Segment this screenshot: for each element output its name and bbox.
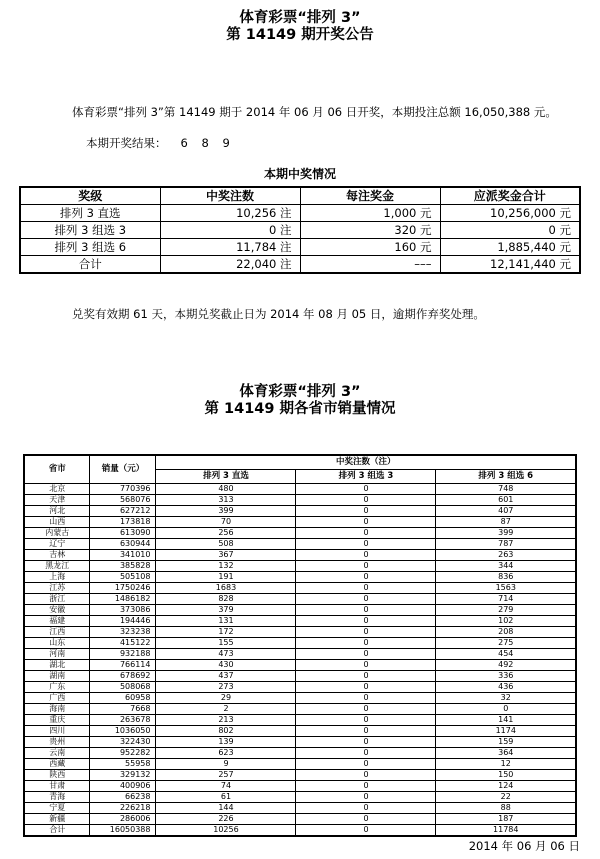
table-row xyxy=(24,660,576,671)
sales-table xyxy=(23,454,577,837)
table-cell: 187 xyxy=(436,814,576,825)
table-cell: 22,040 注 xyxy=(160,256,300,274)
table-cell: 1486182 xyxy=(90,594,156,605)
table-cell: 0 xyxy=(296,671,436,682)
table-row xyxy=(24,594,576,605)
table-cell: 0 xyxy=(296,616,436,627)
table-cell: 排列 3 直选 xyxy=(20,205,160,222)
table-row xyxy=(24,484,576,495)
table-cell: 787 xyxy=(436,539,576,550)
prize-table-header-winning-bets: 中奖注数 xyxy=(160,187,300,205)
table-cell: 甘肃 xyxy=(24,781,90,792)
table-row xyxy=(24,759,576,770)
table-cell: 0 xyxy=(296,682,436,693)
table-cell: 四川 xyxy=(24,726,90,737)
table-cell: 1174 xyxy=(436,726,576,737)
table-cell: 32 xyxy=(436,693,576,704)
table-cell: ––– xyxy=(300,256,440,274)
table-cell: 0 xyxy=(296,506,436,517)
table-cell: 430 xyxy=(156,660,296,671)
table-cell: 合计 xyxy=(24,825,90,837)
table-cell: 601 xyxy=(436,495,576,506)
table-cell: 0 xyxy=(296,737,436,748)
table-cell: 广东 xyxy=(24,682,90,693)
table-cell: 191 xyxy=(156,572,296,583)
table-cell: 上海 xyxy=(24,572,90,583)
table-cell: 141 xyxy=(436,715,576,726)
table-cell: 505108 xyxy=(90,572,156,583)
table-cell: 415122 xyxy=(90,638,156,649)
table-cell: 279 xyxy=(436,605,576,616)
table-cell: 湖南 xyxy=(24,671,90,682)
table-cell: 226 xyxy=(156,814,296,825)
table-cell: 1750246 xyxy=(90,583,156,594)
table-cell: 74 xyxy=(156,781,296,792)
prize-table-header-row xyxy=(20,187,580,205)
table-cell: 11784 xyxy=(436,825,576,837)
table-cell: 河南 xyxy=(24,649,90,660)
table-cell: 407 xyxy=(436,506,576,517)
table-cell: 天津 xyxy=(24,495,90,506)
table-cell: 0 xyxy=(296,627,436,638)
table-cell: 336 xyxy=(436,671,576,682)
table-cell: 0 xyxy=(296,693,436,704)
table-cell: 678692 xyxy=(90,671,156,682)
table-row xyxy=(24,814,576,825)
table-cell: 1,000 元 xyxy=(300,205,440,222)
table-cell: 263678 xyxy=(90,715,156,726)
table-row xyxy=(24,528,576,539)
table-cell: 748 xyxy=(436,484,576,495)
sales-table-header-winning-bets: 中奖注数（注） xyxy=(156,455,576,470)
table-cell: 云南 xyxy=(24,748,90,759)
table-cell: 1563 xyxy=(436,583,576,594)
sales-table-header-province: 省市 xyxy=(24,455,90,484)
table-row xyxy=(24,737,576,748)
table-cell: 1036050 xyxy=(90,726,156,737)
table-cell: 山东 xyxy=(24,638,90,649)
table-cell: 0 xyxy=(436,704,576,715)
table-row xyxy=(24,572,576,583)
table-cell: 55958 xyxy=(90,759,156,770)
table-cell: 辽宁 xyxy=(24,539,90,550)
table-cell: 1,885,440 元 xyxy=(440,239,580,256)
table-cell: 364 xyxy=(436,748,576,759)
table-cell: 江苏 xyxy=(24,583,90,594)
draw-intro-text: 体育彩票“排列 3”第 14149 期于 2014 年 06 月 06 日开奖，本期投注总额 16,050,388 元。 xyxy=(72,105,557,119)
table-cell: 454 xyxy=(436,649,576,660)
table-cell: 0 xyxy=(296,825,436,837)
table-cell: 0 元 xyxy=(440,222,580,239)
table-cell: 322430 xyxy=(90,737,156,748)
table-cell: 浙江 xyxy=(24,594,90,605)
table-cell: 新疆 xyxy=(24,814,90,825)
table-cell: 0 xyxy=(296,605,436,616)
table-cell: 黑龙江 xyxy=(24,561,90,572)
draw-result-label: 本期开奖结果： xyxy=(86,136,167,150)
table-cell: 7668 xyxy=(90,704,156,715)
table-cell: 重庆 xyxy=(24,715,90,726)
announcement-title xyxy=(0,0,600,44)
table-cell: 932188 xyxy=(90,649,156,660)
table-cell: 29 xyxy=(156,693,296,704)
sales-title-line1: 体育彩票“排列 3” xyxy=(239,384,361,400)
table-cell: 70 xyxy=(156,517,296,528)
table-cell: 1683 xyxy=(156,583,296,594)
table-cell: 329132 xyxy=(90,770,156,781)
table-cell: 172 xyxy=(156,627,296,638)
table-cell: 青海 xyxy=(24,792,90,803)
table-cell: 湖北 xyxy=(24,660,90,671)
table-cell: 江西 xyxy=(24,627,90,638)
table-cell: 海南 xyxy=(24,704,90,715)
table-cell: 155 xyxy=(156,638,296,649)
sales-title xyxy=(0,384,600,418)
table-cell: 0 xyxy=(296,495,436,506)
table-row xyxy=(24,781,576,792)
table-cell: 宁夏 xyxy=(24,803,90,814)
table-row xyxy=(24,506,576,517)
table-cell: 263 xyxy=(436,550,576,561)
table-cell: 159 xyxy=(436,737,576,748)
sales-table-subheader-group3: 排列 3 组选 3 xyxy=(296,470,436,484)
table-cell: 9 xyxy=(156,759,296,770)
table-cell: 10256 xyxy=(156,825,296,837)
table-cell: 0 xyxy=(296,550,436,561)
announcement-title-line1: 体育彩票“排列 3” xyxy=(239,10,361,26)
prize-table-header-total-payout: 应派奖金合计 xyxy=(440,187,580,205)
table-cell: 320 元 xyxy=(300,222,440,239)
draw-result-numbers: 6 8 9 xyxy=(180,136,235,150)
table-cell: 623 xyxy=(156,748,296,759)
table-cell: 367 xyxy=(156,550,296,561)
table-cell: 132 xyxy=(156,561,296,572)
table-cell: 286006 xyxy=(90,814,156,825)
table-cell: 陕西 xyxy=(24,770,90,781)
table-cell: 257 xyxy=(156,770,296,781)
table-cell: 828 xyxy=(156,594,296,605)
table-row xyxy=(24,561,576,572)
draw-result-line xyxy=(86,136,590,150)
table-cell: 226218 xyxy=(90,803,156,814)
announcement-title-line2: 第 14149 期开奖公告 xyxy=(226,27,374,43)
table-row xyxy=(24,605,576,616)
table-cell: 630944 xyxy=(90,539,156,550)
table-cell: 0 注 xyxy=(160,222,300,239)
table-cell: 0 xyxy=(296,726,436,737)
table-cell: 0 xyxy=(296,517,436,528)
table-cell: 0 xyxy=(296,759,436,770)
table-row xyxy=(24,550,576,561)
table-cell: 313 xyxy=(156,495,296,506)
table-cell: 613090 xyxy=(90,528,156,539)
table-cell: 16050388 xyxy=(90,825,156,837)
table-cell: 124 xyxy=(436,781,576,792)
table-cell: 0 xyxy=(296,792,436,803)
table-cell: 0 xyxy=(296,715,436,726)
table-cell: 60958 xyxy=(90,693,156,704)
prize-table-header-level: 奖级 xyxy=(20,187,160,205)
table-cell: 10,256,000 元 xyxy=(440,205,580,222)
table-cell: 373086 xyxy=(90,605,156,616)
table-cell: 766114 xyxy=(90,660,156,671)
table-cell: 安徽 xyxy=(24,605,90,616)
table-cell: 952282 xyxy=(90,748,156,759)
table-cell: 0 xyxy=(296,594,436,605)
table-cell: 内蒙古 xyxy=(24,528,90,539)
table-row xyxy=(24,726,576,737)
table-row xyxy=(24,715,576,726)
table-cell: 0 xyxy=(296,781,436,792)
table-cell: 770396 xyxy=(90,484,156,495)
table-cell: 323238 xyxy=(90,627,156,638)
table-cell: 0 xyxy=(296,704,436,715)
table-cell: 144 xyxy=(156,803,296,814)
table-cell: 508068 xyxy=(90,682,156,693)
table-row xyxy=(20,222,580,239)
table-cell: 0 xyxy=(296,572,436,583)
table-row xyxy=(24,539,576,550)
table-cell: 0 xyxy=(296,649,436,660)
sales-table-header-sales: 销量（元） xyxy=(90,455,156,484)
table-cell: 山西 xyxy=(24,517,90,528)
table-cell: 0 xyxy=(296,528,436,539)
table-cell: 385828 xyxy=(90,561,156,572)
table-cell: 150 xyxy=(436,770,576,781)
table-row xyxy=(24,704,576,715)
table-row xyxy=(24,517,576,528)
table-row xyxy=(20,239,580,256)
table-cell: 0 xyxy=(296,814,436,825)
table-row xyxy=(24,671,576,682)
validity-note: 兑奖有效期 61 天，本期兑奖截止日为 2014 年 08 月 05 日，逾期作弃奖处理。 xyxy=(72,307,485,321)
table-cell: 344 xyxy=(436,561,576,572)
table-cell: 12,141,440 元 xyxy=(440,256,580,274)
table-cell: 131 xyxy=(156,616,296,627)
table-cell: 0 xyxy=(296,638,436,649)
table-cell: 437 xyxy=(156,671,296,682)
table-cell: 11,784 注 xyxy=(160,239,300,256)
table-cell: 北京 xyxy=(24,484,90,495)
table-cell: 627212 xyxy=(90,506,156,517)
table-cell: 88 xyxy=(436,803,576,814)
table-cell: 379 xyxy=(156,605,296,616)
table-row xyxy=(24,638,576,649)
table-cell: 492 xyxy=(436,660,576,671)
table-row xyxy=(20,205,580,222)
table-cell: 0 xyxy=(296,539,436,550)
table-cell: 275 xyxy=(436,638,576,649)
table-cell: 66238 xyxy=(90,792,156,803)
sales-title-line2: 第 14149 期各省市销量情况 xyxy=(204,401,396,417)
table-cell: 西藏 xyxy=(24,759,90,770)
table-cell: 208 xyxy=(436,627,576,638)
table-cell: 714 xyxy=(436,594,576,605)
table-cell: 排列 3 组选 6 xyxy=(20,239,160,256)
table-cell: 273 xyxy=(156,682,296,693)
table-cell: 139 xyxy=(156,737,296,748)
table-row xyxy=(24,682,576,693)
table-row xyxy=(24,770,576,781)
table-cell: 河北 xyxy=(24,506,90,517)
table-cell: 排列 3 组选 3 xyxy=(20,222,160,239)
table-cell: 12 xyxy=(436,759,576,770)
table-row xyxy=(24,792,576,803)
table-cell: 0 xyxy=(296,803,436,814)
table-cell: 341010 xyxy=(90,550,156,561)
table-cell: 10,256 注 xyxy=(160,205,300,222)
sales-table-subheader-straight: 排列 3 直选 xyxy=(156,470,296,484)
table-cell: 836 xyxy=(436,572,576,583)
table-cell: 合计 xyxy=(20,256,160,274)
table-row xyxy=(20,256,580,274)
table-cell: 广西 xyxy=(24,693,90,704)
sales-table-subheader-group6: 排列 3 组选 6 xyxy=(436,470,576,484)
table-cell: 0 xyxy=(296,583,436,594)
table-row xyxy=(24,583,576,594)
table-cell: 213 xyxy=(156,715,296,726)
table-row xyxy=(24,616,576,627)
prize-table xyxy=(19,186,581,274)
table-cell: 508 xyxy=(156,539,296,550)
table-row xyxy=(24,748,576,759)
table-cell: 0 xyxy=(296,484,436,495)
table-cell: 22 xyxy=(436,792,576,803)
table-cell: 568076 xyxy=(90,495,156,506)
table-cell: 802 xyxy=(156,726,296,737)
table-cell: 160 元 xyxy=(300,239,440,256)
table-row xyxy=(24,693,576,704)
prize-table-caption: 本期中奖情况 xyxy=(263,167,336,181)
table-cell: 194446 xyxy=(90,616,156,627)
table-cell: 436 xyxy=(436,682,576,693)
table-cell: 399 xyxy=(436,528,576,539)
table-cell: 473 xyxy=(156,649,296,660)
table-cell: 0 xyxy=(296,748,436,759)
table-cell: 贵州 xyxy=(24,737,90,748)
issue-date: 2014 年 06 月 06 日 xyxy=(468,839,580,853)
table-cell: 2 xyxy=(156,704,296,715)
table-cell: 102 xyxy=(436,616,576,627)
table-cell: 61 xyxy=(156,792,296,803)
table-cell: 吉林 xyxy=(24,550,90,561)
table-cell: 399 xyxy=(156,506,296,517)
table-row xyxy=(24,495,576,506)
table-cell: 0 xyxy=(296,561,436,572)
table-row xyxy=(24,825,576,837)
table-cell: 173818 xyxy=(90,517,156,528)
table-cell: 400906 xyxy=(90,781,156,792)
table-cell: 87 xyxy=(436,517,576,528)
table-row xyxy=(24,627,576,638)
prize-table-header-prize-per-bet: 每注奖金 xyxy=(300,187,440,205)
table-row xyxy=(24,649,576,660)
table-cell: 0 xyxy=(296,770,436,781)
table-cell: 256 xyxy=(156,528,296,539)
table-cell: 0 xyxy=(296,660,436,671)
table-cell: 福建 xyxy=(24,616,90,627)
table-row xyxy=(24,803,576,814)
table-cell: 480 xyxy=(156,484,296,495)
sales-table-header-row-1 xyxy=(24,455,576,470)
